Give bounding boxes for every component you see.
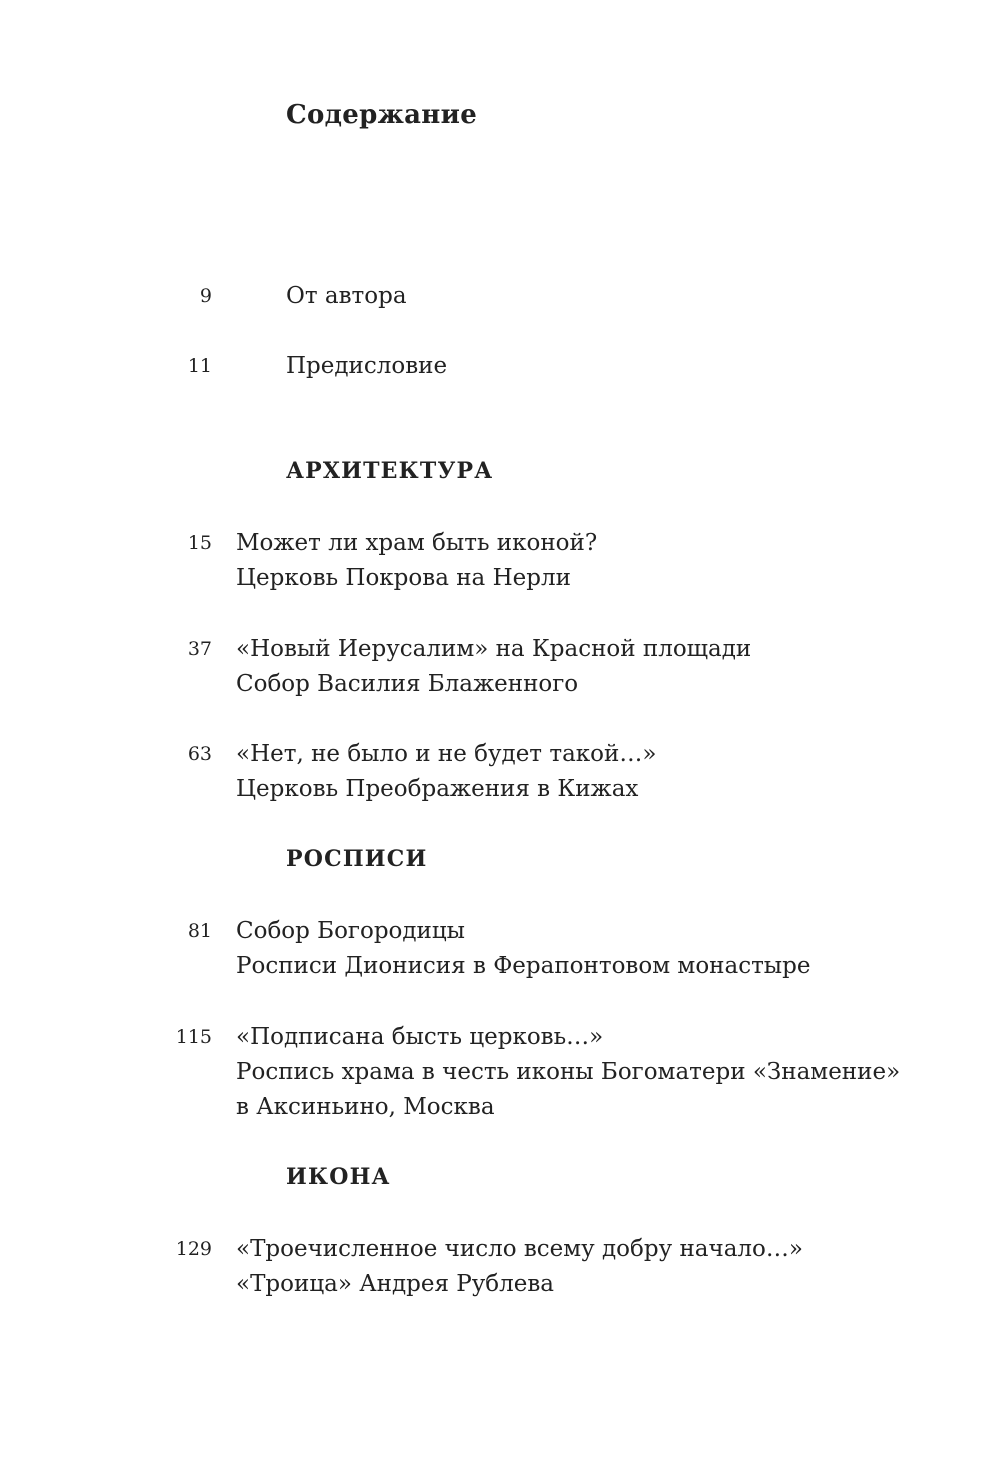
section-heading-murals: РОСПИСИ	[286, 846, 428, 872]
section-heading-icon: ИКОНА	[286, 1164, 391, 1190]
page-number: 81	[187, 920, 212, 942]
page-number: 11	[187, 355, 212, 377]
entry-title: «Новый Иерусалим» на Красной площади Собор Василия Блаженного	[236, 636, 752, 697]
entry-title: От автора	[286, 283, 407, 309]
page-title: Содержание	[286, 100, 478, 130]
entry-title: Собор Богородицы Росписи Дионисия в Ферапонтовом монастыре	[236, 918, 811, 979]
entry-title: Предисловие	[286, 353, 448, 379]
entry-title: «Подписана бысть церковь…» Роспись храма в честь иконы Богоматери «Знамение» в Аксиньино, Москва	[236, 1024, 901, 1120]
page-number: 63	[187, 743, 212, 765]
entry-title: «Троечисленное число всему добру начало…» «Троица» Андрея Рублева	[236, 1236, 803, 1297]
page-number: 115	[175, 1026, 212, 1048]
entry-title: «Нет, не было и не будет такой…» Церковь Преображения в Кижах	[236, 741, 657, 802]
page-number: 129	[175, 1238, 212, 1260]
entry-title: Может ли храм быть иконой? Церковь Покрова на Нерли	[236, 530, 598, 591]
page-number: 15	[187, 532, 212, 554]
page-number: 37	[187, 638, 212, 660]
page-number: 9	[199, 285, 212, 307]
section-heading-architecture: АРХИТЕКТУРА	[286, 458, 494, 484]
